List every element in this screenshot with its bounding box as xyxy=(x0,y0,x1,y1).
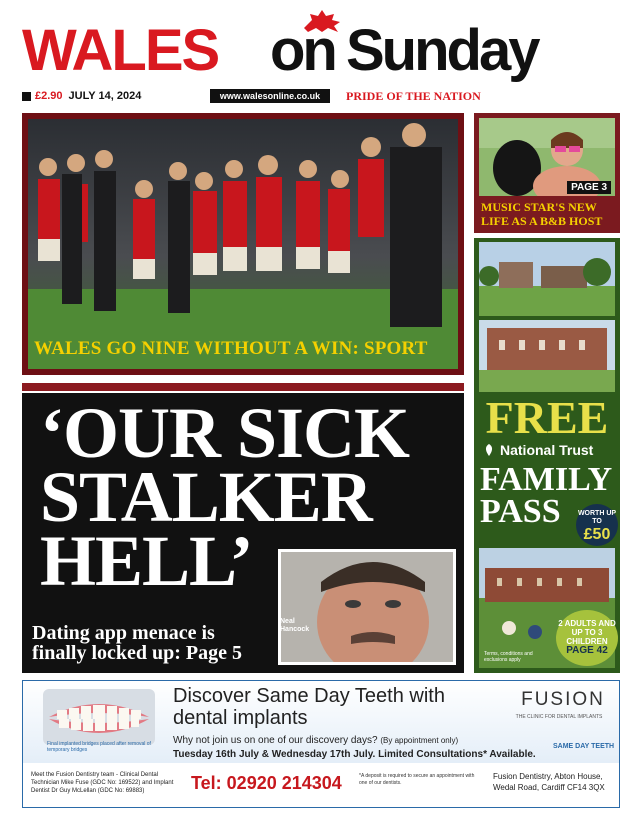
page-3-tag: PAGE 3 xyxy=(567,181,611,194)
rugby-team-photo xyxy=(28,119,458,369)
fusion-tagline: THE CLINIC FOR DENTAL IMPLANTS xyxy=(515,714,603,720)
nt-adults-text: 2 ADULTS AND UP TO 3 CHILDREN xyxy=(558,619,616,646)
nt-brand xyxy=(482,442,593,458)
ad-discovery-line xyxy=(173,735,458,746)
ad-dates-line: Tuesday 16th July & Wednesday 17th July. Limited Consultations* Available. xyxy=(173,749,536,760)
music-star-teaser[interactable] xyxy=(474,113,620,233)
fusion-logo: FUSION xyxy=(521,689,605,710)
oak-leaf-icon xyxy=(482,443,496,457)
sport-caption[interactable]: WALES GO NINE WITHOUT A WIN: SPORT xyxy=(34,338,428,359)
masthead-on: on xyxy=(270,18,335,83)
ad-discovery-note: (By appointment only) xyxy=(380,736,459,745)
nt-worth-badge xyxy=(576,504,618,546)
lead-headline-line-2: STALKER xyxy=(40,457,372,537)
ad-title: Discover Same Day Teeth with dental implants xyxy=(173,685,445,729)
lead-headline-line-3: HELL’ xyxy=(40,521,253,601)
lead-headline-line-1: ‘OUR SICK xyxy=(40,393,410,473)
lead-story[interactable] xyxy=(22,393,464,673)
nt-family-text: FAMILY xyxy=(480,461,613,498)
masthead xyxy=(0,0,640,108)
ad-telephone[interactable]: Tel: 02920 214304 xyxy=(191,773,342,793)
ad-team-text: Meet the Fusion Dentistry team - Clinical Dental Technician Mike Fuse (GDC No: 169522) and Implant Dentist Dr Guy McLellan (GDC No: 69883) xyxy=(31,772,174,794)
nt-adults-badge xyxy=(556,610,618,666)
nt-house-photo-2 xyxy=(479,320,615,392)
ad-deposit-note: *A deposit is required to secure an appointment with one of our dentists. xyxy=(359,773,475,786)
national-trust-promo[interactable] xyxy=(474,238,620,673)
masthead-wales: WALES xyxy=(22,18,219,83)
ad-discovery-text: Why not join us on one of our discovery days? xyxy=(173,735,378,746)
sport-photo-frame[interactable] xyxy=(22,113,464,375)
same-day-teeth-logo: SAME DAY TEETH xyxy=(553,743,615,750)
masthead-sunday: Sunday xyxy=(346,18,538,83)
music-caption: MUSIC STAR'S NEW LIFE AS A B&B HOST xyxy=(481,200,603,228)
masthead-tagline: PRIDE OF THE NATION xyxy=(346,89,481,103)
masthead-url[interactable]: www.walesonline.co.uk xyxy=(210,89,330,103)
ad-address: Fusion Dentistry, Abton House, Wedal Road, Cardiff CF14 3QX xyxy=(493,772,605,792)
mugshot-photo xyxy=(278,549,456,665)
nt-terms: Terms, conditions and exclusions apply xyxy=(484,651,533,663)
nt-worth-label: WORTH UP TO xyxy=(577,510,617,525)
nt-worth-value: £50 xyxy=(583,526,611,543)
nt-pass-text: PASS xyxy=(480,493,561,530)
dental-advert[interactable] xyxy=(22,680,620,808)
lead-subhead: Dating app menace is finally locked up: Page 5 xyxy=(32,622,243,664)
ad-bottom-panel xyxy=(23,765,619,807)
masthead-date: JULY 14, 2024 xyxy=(68,90,142,102)
masthead-price-date xyxy=(22,89,141,103)
nt-free-text: FREE xyxy=(485,392,609,443)
masthead-square-icon xyxy=(22,92,31,101)
nt-brand-name: National Trust xyxy=(500,442,594,458)
music-star-photo xyxy=(479,118,615,196)
teeth-photo xyxy=(43,689,155,745)
teeth-caption: Final implanted bridges placed after removal of temporary bridges xyxy=(47,741,151,753)
mugshot-name: Neal Hancock xyxy=(280,618,310,633)
masthead-price: £2.90 xyxy=(35,90,63,102)
nt-adults-page: PAGE 42 xyxy=(566,645,608,656)
nt-house-photo-1 xyxy=(479,242,615,316)
lead-divider xyxy=(22,383,464,391)
